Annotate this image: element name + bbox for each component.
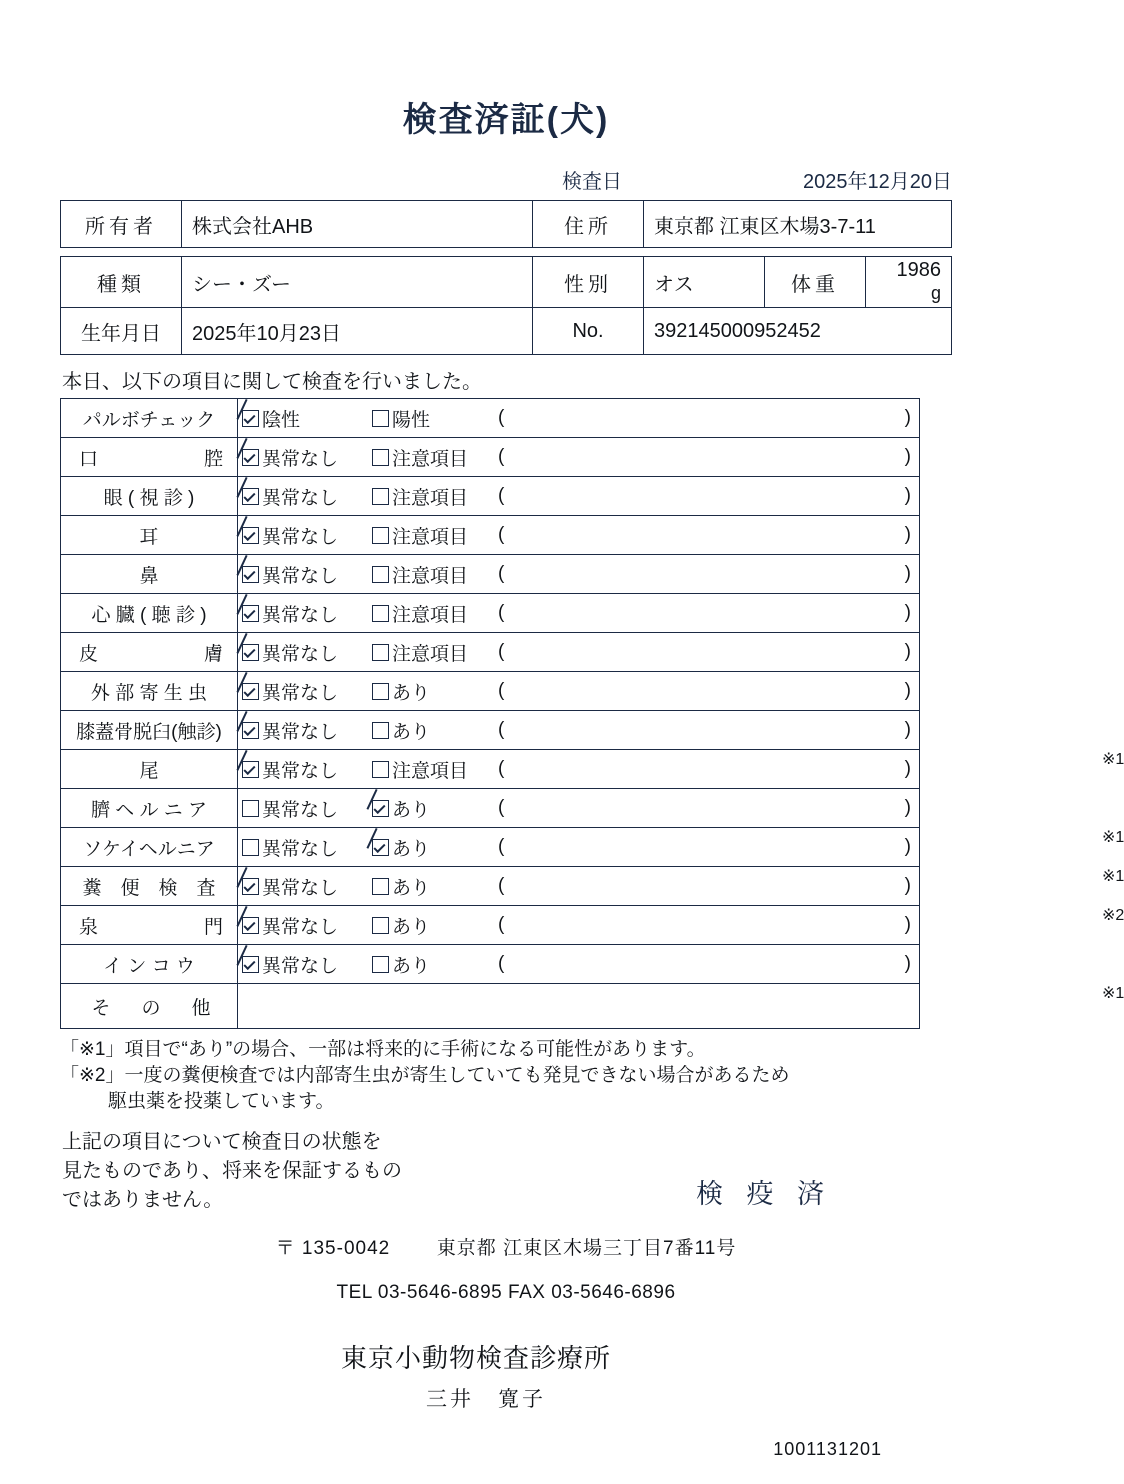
other-label: そ の 他 xyxy=(61,984,238,1029)
checkbox-icon[interactable] xyxy=(372,527,389,544)
birthdate-value: 2025年10月23日 xyxy=(182,308,533,355)
paren-close: ) xyxy=(904,680,911,701)
checkbox-icon[interactable] xyxy=(372,839,389,856)
checkbox-icon[interactable] xyxy=(372,722,389,739)
checkbox-option-1[interactable] xyxy=(242,639,372,666)
checkbox-label: 陽性 xyxy=(392,409,431,431)
paren-open: ( xyxy=(498,524,505,545)
remark-field[interactable] xyxy=(492,797,919,819)
paren-close: ) xyxy=(904,914,911,935)
checkbox-label: 異常なし xyxy=(262,877,339,899)
checkbox-icon[interactable] xyxy=(372,683,389,700)
inspection-item-options xyxy=(238,633,920,672)
bottom-block xyxy=(0,1128,1012,1460)
remark-field[interactable] xyxy=(492,563,919,585)
remark-field[interactable] xyxy=(492,680,919,702)
checkbox-label: あり xyxy=(392,721,431,743)
weight-unit: g xyxy=(930,283,941,303)
inspection-item-options xyxy=(238,867,1124,924)
paren-close: ) xyxy=(904,719,911,740)
paren-close: ) xyxy=(904,602,911,623)
remark-field[interactable] xyxy=(492,485,919,507)
remark-field[interactable] xyxy=(492,758,919,780)
checkbox-option-2[interactable] xyxy=(372,834,492,861)
checkbox-icon[interactable] xyxy=(242,878,259,895)
footnote-3: 駆虫薬を投薬しています。 xyxy=(108,1091,335,1113)
inspection-item-options xyxy=(238,945,1124,1002)
checkbox-label: 注意項目 xyxy=(392,565,469,587)
checkbox-option-1[interactable] xyxy=(242,444,372,471)
inspection-item-label: 心 臓 ( 聴 診 ) xyxy=(61,594,238,633)
remark-field[interactable] xyxy=(492,446,919,468)
remark-field[interactable] xyxy=(492,875,919,897)
table-row xyxy=(61,594,920,633)
paren-close: ) xyxy=(904,875,911,896)
remark-field[interactable] xyxy=(492,836,919,858)
inspection-item-label: 糞 便 検 査 xyxy=(61,867,238,906)
paren-open: ( xyxy=(498,797,505,818)
table-row xyxy=(61,257,952,308)
inspection-item-label: 膝蓋骨脱臼(触診) xyxy=(61,711,238,750)
serial-number: 1001131201 xyxy=(773,1438,882,1459)
clinic-zip: 〒 135-0042 xyxy=(275,1237,391,1259)
inspection-item-options xyxy=(238,555,920,594)
checkbox-label: あり xyxy=(392,799,431,821)
table-row xyxy=(61,906,920,945)
paren-close: ) xyxy=(904,446,911,467)
checkbox-option-1[interactable] xyxy=(242,561,372,588)
table-row xyxy=(61,477,920,516)
checkbox-option-2[interactable] xyxy=(372,639,492,666)
checkbox-label: あり xyxy=(392,916,431,938)
inspection-item-label: 皮 膚 xyxy=(61,633,238,672)
checkbox-option-1[interactable] xyxy=(242,600,372,627)
table-row xyxy=(61,308,952,355)
paren-open: ( xyxy=(498,953,505,974)
inspection-item-options xyxy=(238,828,1124,885)
checkbox-option-2[interactable] xyxy=(372,873,492,900)
inspection-item-label: 鼻 xyxy=(61,555,238,594)
quarantine-stamp: 検 疫 済 xyxy=(695,1178,832,1209)
checkbox-label: 注意項目 xyxy=(392,487,469,509)
inspection-item-label: 耳 xyxy=(61,516,238,555)
inspection-item-options xyxy=(238,438,920,477)
checkbox-label: 異常なし xyxy=(262,916,339,938)
weight-label: 体重 xyxy=(765,257,866,308)
owner-label: 所有者 xyxy=(61,201,182,248)
footnotes xyxy=(60,1037,952,1116)
checkbox-option-1[interactable] xyxy=(242,483,372,510)
checkbox-icon[interactable] xyxy=(242,449,259,466)
remark-field[interactable] xyxy=(492,953,919,975)
table-row xyxy=(61,438,920,477)
checkbox-option-1[interactable] xyxy=(242,795,372,822)
checkbox-icon[interactable] xyxy=(242,566,259,583)
inspection-item-label: 外 部 寄 生 虫 xyxy=(61,672,238,711)
checkbox-icon[interactable] xyxy=(372,488,389,505)
breed-label: 種類 xyxy=(61,257,182,308)
footnote-marker: ※1 xyxy=(1102,868,1124,885)
inspection-item-label: 尾 xyxy=(61,750,238,789)
sex-value: オス xyxy=(644,257,765,308)
inspection-item-options xyxy=(238,711,1124,768)
checkbox-icon[interactable] xyxy=(372,644,389,661)
footnote-marker: ※1 xyxy=(1102,751,1124,768)
inspection-item-options xyxy=(238,750,920,789)
checkbox-icon[interactable] xyxy=(372,761,389,778)
paren-open: ( xyxy=(498,563,505,584)
clinic-name: 東京小動物検査診療所 xyxy=(340,1342,611,1373)
checkbox-label: 異常なし xyxy=(262,955,339,977)
checkbox-option-1[interactable] xyxy=(242,873,372,900)
checkbox-label: 異常なし xyxy=(262,760,339,782)
inspection-item-options xyxy=(238,789,1124,846)
paren-close: ) xyxy=(904,485,911,506)
table-row xyxy=(61,867,920,906)
inspection-item-label: パルボチェック xyxy=(61,399,238,438)
microchip-no-label: No. xyxy=(533,308,644,355)
spacer xyxy=(0,248,1012,256)
paren-close: ) xyxy=(904,407,911,428)
inspection-item-options xyxy=(238,672,920,711)
inspection-item-label: イ ン コ ウ xyxy=(61,945,238,984)
checkbox-label: 異常なし xyxy=(262,643,339,665)
address-label: 住所 xyxy=(533,201,644,248)
weight-value: 1986 xyxy=(896,259,941,281)
checkbox-icon[interactable] xyxy=(242,488,259,505)
address-value: 東京都 江東区木場3-7-11 xyxy=(644,201,952,248)
table-row xyxy=(61,984,920,1029)
table-row xyxy=(61,750,920,789)
checkbox-option-2[interactable] xyxy=(372,483,492,510)
checkbox-label: 異常なし xyxy=(262,721,339,743)
animal-table xyxy=(60,256,952,355)
table-row xyxy=(61,828,920,867)
clinic-address-text: 東京都 江東区木場三丁目7番11号 xyxy=(436,1237,737,1259)
paren-close: ) xyxy=(904,797,911,818)
table-row xyxy=(61,633,920,672)
paren-close: ) xyxy=(904,563,911,584)
checkbox-label: あり xyxy=(392,955,431,977)
checkbox-option-2[interactable] xyxy=(372,444,492,471)
checkbox-icon[interactable] xyxy=(372,800,389,817)
checkbox-icon[interactable] xyxy=(372,878,389,895)
checkbox-label: あり xyxy=(392,682,431,704)
checkbox-icon[interactable] xyxy=(372,605,389,622)
checkbox-label: あり xyxy=(392,838,431,860)
table-row xyxy=(61,555,920,594)
checkbox-icon[interactable] xyxy=(372,410,389,427)
table-row xyxy=(61,399,920,438)
inspection-item-label: 臍 ヘ ル ニ ア xyxy=(61,789,238,828)
checkbox-icon[interactable] xyxy=(242,527,259,544)
clinic-address xyxy=(0,1233,1012,1260)
checkbox-option-2[interactable] xyxy=(372,951,492,978)
paren-close: ) xyxy=(904,524,911,545)
inspection-item-options xyxy=(238,477,920,516)
paren-open: ( xyxy=(498,875,505,896)
disclaimer-line-3: ではありません。 xyxy=(62,1188,224,1211)
checkbox-option-1[interactable] xyxy=(242,678,372,705)
paren-close: ) xyxy=(904,758,911,779)
remark-field[interactable] xyxy=(492,524,919,546)
checkbox-icon[interactable] xyxy=(242,605,259,622)
page-title: 検査済証(犬) xyxy=(402,101,610,139)
checkbox-option-1[interactable] xyxy=(242,951,372,978)
remark-field[interactable] xyxy=(492,641,919,663)
checkbox-icon[interactable] xyxy=(242,839,259,856)
paren-open: ( xyxy=(498,485,505,506)
checkbox-icon[interactable] xyxy=(242,800,259,817)
checkbox-option-2[interactable] xyxy=(372,756,492,783)
exam-date-label: 検査日 xyxy=(562,171,622,193)
checkbox-option-1[interactable] xyxy=(242,522,372,549)
checkbox-option-2[interactable] xyxy=(372,795,492,822)
checkbox-label: 異常なし xyxy=(262,682,339,704)
paren-open: ( xyxy=(498,641,505,662)
breed-value: シー・ズー xyxy=(182,257,533,308)
microchip-no-value: 392145000952452 xyxy=(644,308,952,355)
checkbox-label: 異常なし xyxy=(262,448,339,470)
footnote-marker: ※1 xyxy=(1102,985,1124,1002)
table-row xyxy=(61,789,920,828)
paren-open: ( xyxy=(498,407,505,428)
paren-open: ( xyxy=(498,602,505,623)
inspection-item-label: 眼 ( 視 診 ) xyxy=(61,477,238,516)
clinic-tel: TEL 03-5646-6895 FAX 03-5646-6896 xyxy=(336,1281,676,1303)
inspection-item-label: 口 腔 xyxy=(61,438,238,477)
footnote-marker: ※2 xyxy=(1102,907,1124,924)
checkbox-label: 注意項目 xyxy=(392,526,469,548)
checkbox-icon[interactable] xyxy=(242,917,259,934)
checkbox-icon[interactable] xyxy=(242,644,259,661)
checkbox-label: 陰性 xyxy=(262,409,301,431)
checkbox-option-2[interactable] xyxy=(372,678,492,705)
checkbox-label: 注意項目 xyxy=(392,448,469,470)
disclaimer xyxy=(62,1128,482,1215)
checkbox-icon[interactable] xyxy=(242,956,259,973)
remark-field[interactable] xyxy=(492,719,919,741)
paren-open: ( xyxy=(498,836,505,857)
checkbox-option-2[interactable] xyxy=(372,561,492,588)
doctor-name: 三井 寛子 xyxy=(426,1387,546,1411)
checkbox-label: 異常なし xyxy=(262,838,339,860)
remark-field[interactable] xyxy=(492,602,919,624)
birthdate-label: 生年月日 xyxy=(61,308,182,355)
paren-open: ( xyxy=(498,914,505,935)
checkbox-icon[interactable] xyxy=(372,956,389,973)
inspection-item-label: 泉 門 xyxy=(61,906,238,945)
inspection-table xyxy=(60,398,1124,1029)
paren-close: ) xyxy=(904,836,911,857)
paren-open: ( xyxy=(498,758,505,779)
checkbox-option-2[interactable] xyxy=(372,912,492,939)
table-row xyxy=(61,711,920,750)
paren-close: ) xyxy=(904,953,911,974)
checkbox-option-1[interactable] xyxy=(242,405,372,432)
checkbox-label: 異常なし xyxy=(262,604,339,626)
inspection-item-options xyxy=(238,399,920,438)
disclaimer-line-2: 見たものであり、将来を保証するもの xyxy=(62,1159,402,1182)
intro-text: 本日、以下の項目に関して検査を行いました。 xyxy=(62,371,482,393)
remark-field[interactable] xyxy=(492,407,919,429)
exam-date-value: 2025年12月20日 xyxy=(803,171,952,193)
checkbox-icon[interactable] xyxy=(242,683,259,700)
inspection-item-options xyxy=(238,906,920,945)
checkbox-icon[interactable] xyxy=(242,761,259,778)
weight-cell xyxy=(866,257,952,308)
owner-table xyxy=(60,200,952,248)
other-value[interactable] xyxy=(238,984,920,1029)
paren-close: ) xyxy=(904,641,911,662)
paren-open: ( xyxy=(498,719,505,740)
checkbox-label: 注意項目 xyxy=(392,760,469,782)
checkbox-label: あり xyxy=(392,877,431,899)
checkbox-label: 注意項目 xyxy=(392,643,469,665)
checkbox-option-2[interactable] xyxy=(372,717,492,744)
checkbox-icon[interactable] xyxy=(372,917,389,934)
checkbox-option-2[interactable] xyxy=(372,522,492,549)
inspection-item-options xyxy=(238,594,920,633)
checkbox-label: 異常なし xyxy=(262,799,339,821)
inspection-item-options xyxy=(238,516,920,555)
checkbox-icon[interactable] xyxy=(242,410,259,427)
exam-date-row xyxy=(60,165,952,194)
sex-label: 性別 xyxy=(533,257,644,308)
checkbox-label: 異常なし xyxy=(262,565,339,587)
checkbox-label: 異常なし xyxy=(262,487,339,509)
checkbox-option-1[interactable] xyxy=(242,912,372,939)
checkbox-icon[interactable] xyxy=(372,566,389,583)
checkbox-option-1[interactable] xyxy=(242,834,372,861)
checkbox-option-1[interactable] xyxy=(242,756,372,783)
checkbox-icon[interactable] xyxy=(242,722,259,739)
checkbox-option-1[interactable] xyxy=(242,717,372,744)
paren-open: ( xyxy=(498,446,505,467)
disclaimer-line-1: 上記の項目について検査日の状態を xyxy=(62,1130,382,1153)
checkbox-option-2[interactable] xyxy=(372,600,492,627)
checkbox-icon[interactable] xyxy=(372,449,389,466)
inspection-item-label: ソケイヘルニア xyxy=(61,828,238,867)
owner-value: 株式会社AHB xyxy=(182,201,533,248)
checkbox-label: 注意項目 xyxy=(392,604,469,626)
footnote-marker: ※1 xyxy=(1102,829,1124,846)
table-row xyxy=(61,516,920,555)
table-row xyxy=(61,201,952,248)
table-row xyxy=(61,672,920,711)
remark-field[interactable] xyxy=(492,914,919,936)
footnote-1: 「※1」項目で“あり”の場合、一部は将来的に手術になる可能性があります。 xyxy=(60,1039,706,1060)
footnote-2: 「※2」一度の糞便検査では内部寄生虫が寄生していても発見できない場合があるため xyxy=(60,1065,790,1087)
checkbox-label: 異常なし xyxy=(262,526,339,548)
paren-open: ( xyxy=(498,680,505,701)
checkbox-option-2[interactable] xyxy=(372,405,492,432)
table-row xyxy=(61,945,920,984)
